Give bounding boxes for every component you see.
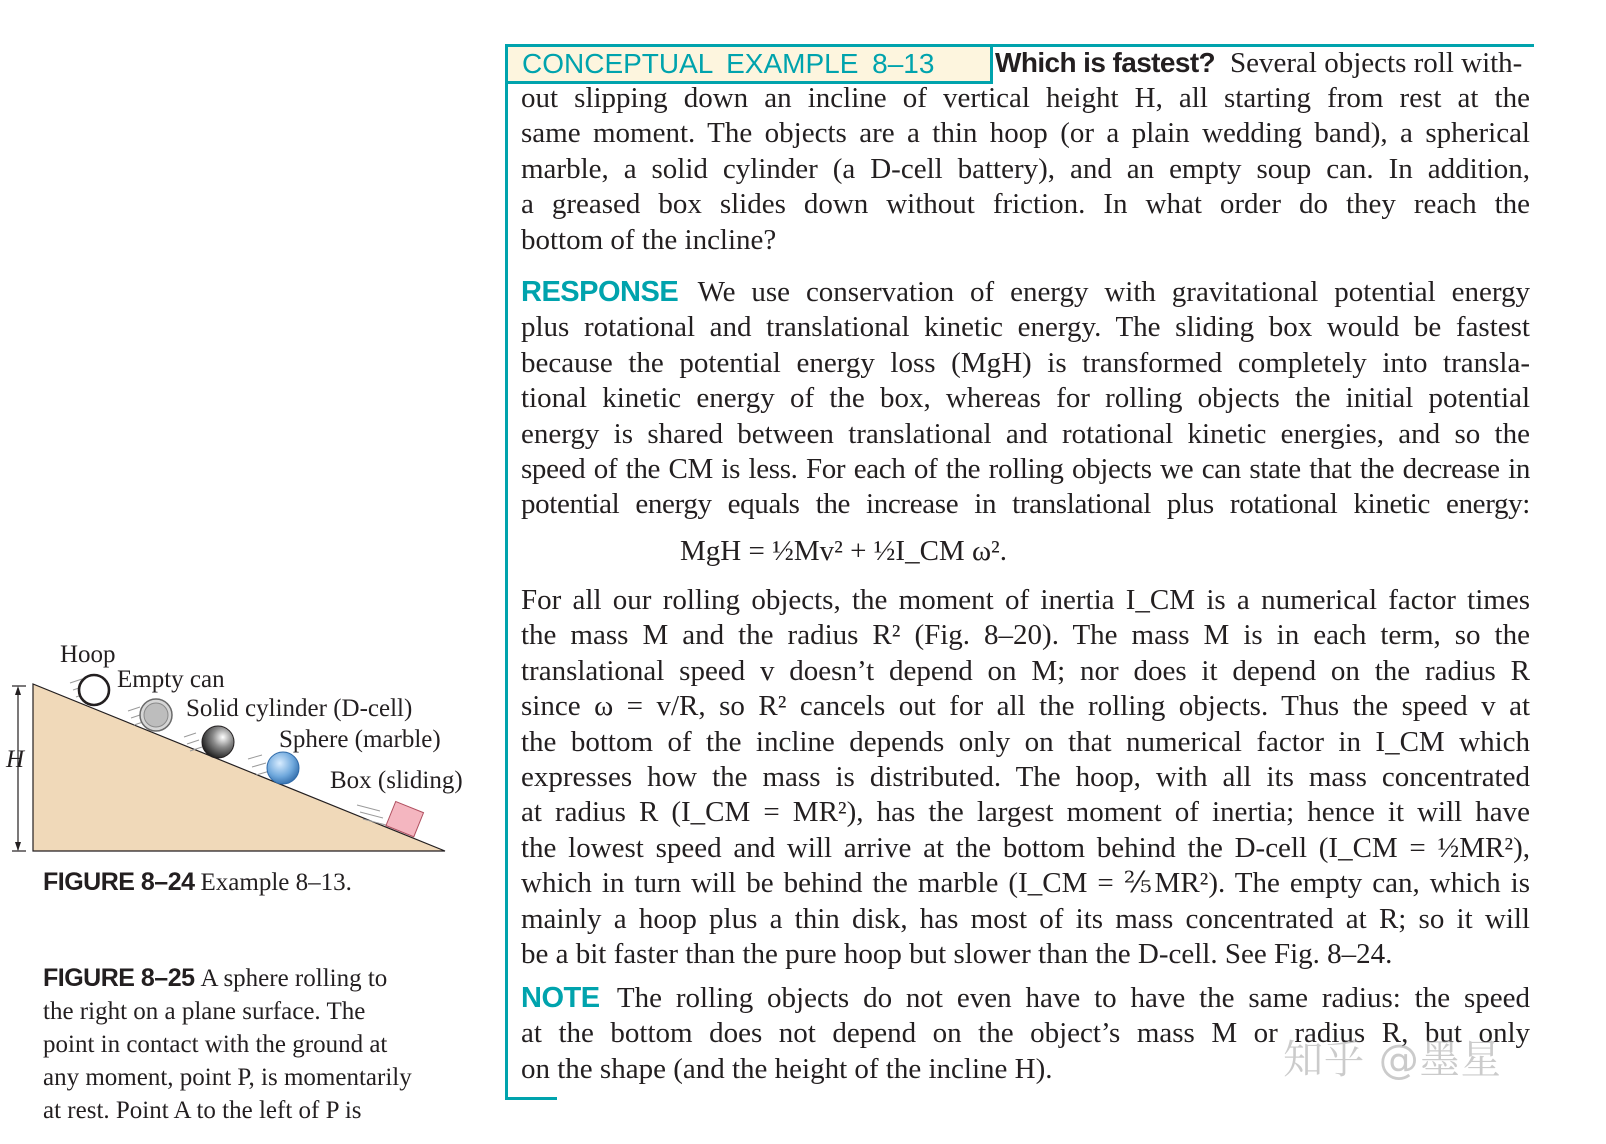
explanation-paragraph [521, 583, 1530, 972]
solid-cylinder-shape [202, 726, 234, 758]
figure-number: FIGURE 8–24 [43, 868, 195, 896]
sphere-label: Sphere (marble) [279, 726, 441, 753]
arrow-down-icon [15, 842, 21, 851]
text-line: speed of the CM is less. For each of the rolling objects we can state that the decrease in [521, 453, 1530, 486]
text-line: The rolling objects do not even have to have the same radius: the speed [616, 982, 1530, 1014]
problem-title: Which is fastest? [995, 47, 1216, 78]
text-line: the bottom of the incline depends only on that numerical factor in I_CM which [521, 725, 1530, 758]
caption-text: Example 8–13. [200, 869, 352, 896]
text-line: the lowest speed and will arrive at the bottom behind the D-cell (I_CM = ½MR²), [521, 831, 1530, 864]
response-label: RESPONSE [521, 276, 679, 308]
note-label: NOTE [521, 982, 600, 1014]
text-line: be a bit faster than the pure hoop but slower than the D-cell. See Fig. 8–24. [521, 938, 1393, 971]
text-line: at radius R (I_CM = MR²), has the largest moment of inertia; hence it will have [521, 796, 1530, 829]
caption-line: at rest. Point A to the left of P is [43, 1097, 362, 1124]
text-line: potential energy equals the increase in translational plus rotational kinetic energy: [521, 488, 1530, 521]
caption-line: any moment, point P, is momentarily [43, 1064, 412, 1091]
text-line: a greased box slides down without friction. In what order do they reach the [521, 188, 1530, 221]
hoop-shape [79, 675, 109, 705]
incline-diagram [0, 655, 490, 855]
text-line: the mass M and the radius R² (Fig. 8–20). The mass M is in each term, so the [521, 619, 1530, 652]
figure-8-24 [0, 641, 490, 855]
caption-line: A sphere rolling to [200, 965, 388, 992]
problem-statement [521, 81, 1530, 258]
text-line: expresses how the mass is distributed. The hoop, with all its mass concentrated [521, 761, 1530, 794]
response-paragraph [521, 275, 1530, 523]
watermark: 知乎 @墨星 [1283, 1037, 1502, 1083]
problem-first-line: Several objects roll with- [1230, 47, 1523, 79]
text-line: translational speed v doesn’t depend on M; nor does it depend on the radius R [521, 654, 1530, 687]
text-line: mainly a hoop plus a thin disk, has most of its mass concentrated at R; so it will [521, 902, 1530, 935]
text-line: which in turn will be behind the marble (I_CM = ⅖MR²). The empty can, which is [521, 867, 1530, 900]
height-label: H [6, 746, 25, 773]
text-line: tional kinetic energy of the box, whereas for rolling objects the initial potential [521, 382, 1530, 415]
text-line: since ω = v/R, so R² cancels out for all the rolling objects. Thus the speed v at [521, 690, 1530, 723]
text-line: We use conservation of energy with gravitational potential energy [697, 276, 1531, 308]
text-line: same moment. The objects are a thin hoop (or a plain wedding band), a spherical [521, 117, 1530, 150]
solid-cylinder-label: Solid cylinder (D-cell) [186, 695, 413, 722]
text-line: out slipping down an incline of vertical height H, all starting from rest at the [521, 82, 1530, 114]
hoop-label: Hoop [60, 641, 116, 668]
sphere-shape [267, 752, 299, 784]
text-line: on the shape (and the height of the incline H). [521, 1052, 1053, 1085]
figure-8-24-caption [43, 866, 483, 899]
example-title: CONCEPTUAL EXAMPLE 8–13 [505, 44, 993, 84]
empty-can-label: Empty can [117, 666, 225, 693]
figure-number: FIGURE 8–25 [43, 964, 195, 992]
text-line: bottom of the incline? [521, 223, 777, 256]
text-line: energy is shared between translational and rotational kinetic energies, and so the [521, 417, 1530, 450]
text-line: plus rotational and translational kinetic energy. The sliding box would be fastest [521, 311, 1530, 344]
box-left-rule [505, 44, 508, 1100]
box-bottom-rule [505, 1097, 557, 1100]
text-line: because the potential energy loss (MgH) is transformed completely into transla- [521, 346, 1530, 379]
figure-8-25-caption [43, 962, 483, 1127]
text-line: at the bottom does not depend on the object’s mass M or radius R, but only [521, 1017, 1530, 1050]
arrow-up-icon [15, 686, 21, 695]
caption-line: point in contact with the ground at [43, 1031, 388, 1058]
text-line: For all our rolling objects, the moment of inertia I_CM is a numerical factor times [521, 584, 1530, 616]
energy-equation: MgH = ½Mv² + ½I_CM ω². [680, 535, 1007, 567]
box-label: Box (sliding) [330, 767, 463, 794]
text-line: marble, a solid cylinder (a D-cell battery), and an empty soup can. In addition, [521, 152, 1530, 185]
caption-line: the right on a plane surface. The [43, 998, 366, 1025]
